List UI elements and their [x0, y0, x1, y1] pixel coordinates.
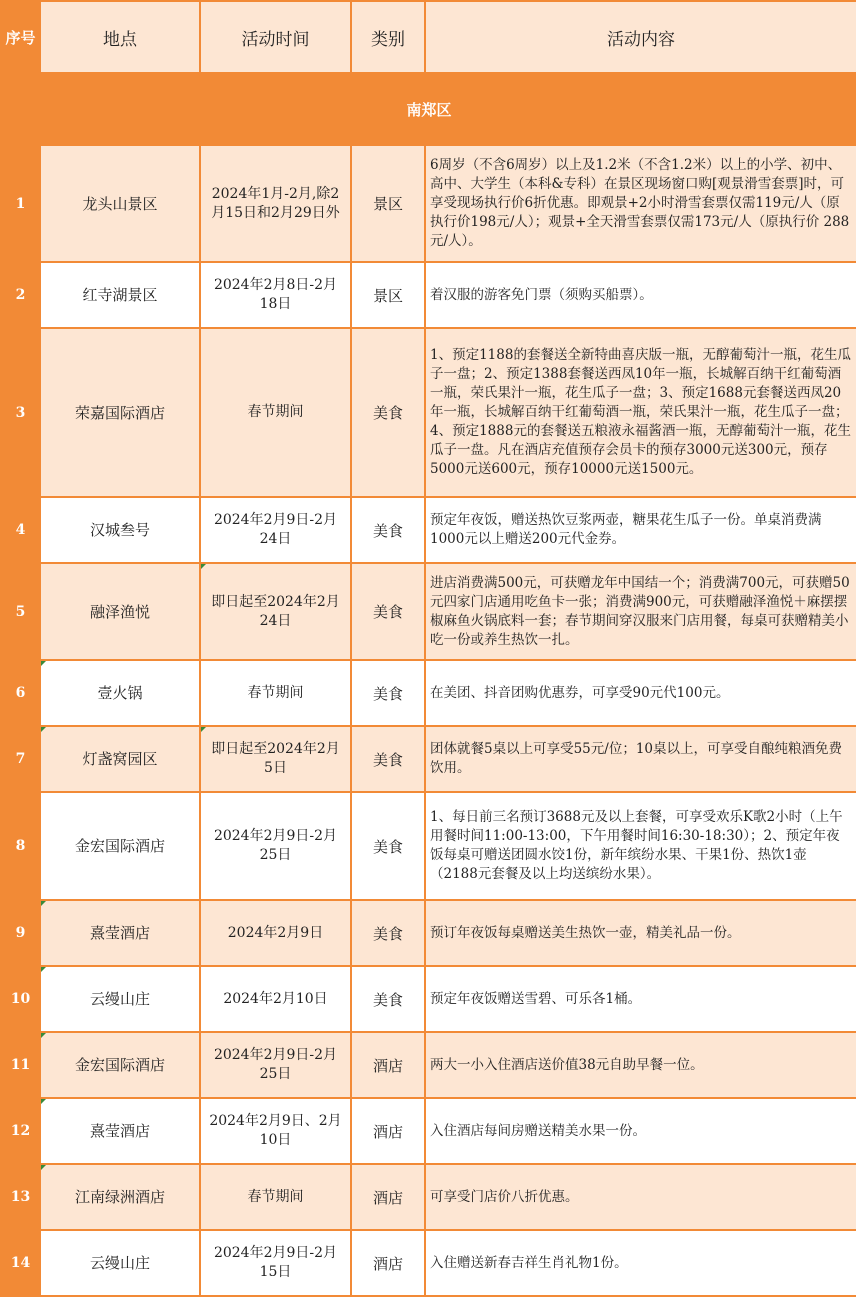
- row-place: 融泽渔悦: [40, 563, 200, 660]
- row-place: 壹火锅: [40, 660, 200, 726]
- row-time: 即日起至2024年2月5日: [200, 726, 351, 792]
- row-time: 2024年2月9日-2月25日: [200, 1032, 351, 1098]
- row-content: 预定年夜饭赠送雪碧、可乐各1桶。: [425, 966, 856, 1032]
- table-row: [1, 145, 856, 262]
- region-row: [1, 73, 856, 145]
- row-content: 团体就餐5桌以上可享受55元/位；10桌以上，可享受自酿纯粮酒免费饮用。: [425, 726, 856, 792]
- region-label: 南郑区: [1, 73, 856, 145]
- row-time: 2024年2月9日-2月24日: [200, 497, 351, 563]
- row-place: 熹莹酒店: [40, 1098, 200, 1164]
- row-place: 云缦山庄: [40, 966, 200, 1032]
- row-number: 2: [1, 262, 40, 328]
- row-category: 景区: [351, 145, 425, 262]
- row-content: 1、预定1188的套餐送全新特曲喜庆版一瓶，无醇葡萄汁一瓶，花生瓜子一盘；2、预定1388套餐送西凤10年一瓶，长城解百纳干红葡萄酒一瓶，荣氏果汁一瓶，花生瓜子一盘；3、预定1688元套餐送西凤20年一瓶，长城解百纳干红葡萄酒一瓶，荣氏果汁一瓶，花生瓜子一盘；4、预定1888元的套餐送五粮液永福酱酒一瓶，无醇葡萄汁一瓶，花生瓜子一盘。凡在酒店充值预存会员卡的预存3000元送300元，预存5000元送600元，预存10000元送1500元。: [425, 328, 856, 497]
- row-place: 云缦山庄: [40, 1230, 200, 1296]
- row-content: 在美团、抖音团购优惠券，可享受90元代100元。: [425, 660, 856, 726]
- row-time: 春节期间: [200, 1164, 351, 1230]
- header-category: 类别: [351, 1, 425, 73]
- row-content: 可享受门店价八折优惠。: [425, 1164, 856, 1230]
- row-time: 2024年2月8日-2月18日: [200, 262, 351, 328]
- row-category: 美食: [351, 726, 425, 792]
- row-category: 美食: [351, 966, 425, 1032]
- table-row: [1, 660, 856, 726]
- row-category: 美食: [351, 900, 425, 966]
- table-row: [1, 1230, 856, 1296]
- row-content: 预订年夜饭每桌赠送美生热饮一壶，精美礼品一份。: [425, 900, 856, 966]
- row-place: 龙头山景区: [40, 145, 200, 262]
- row-number: 7: [1, 726, 40, 792]
- row-number: 9: [1, 900, 40, 966]
- row-time: 2024年2月10日: [200, 966, 351, 1032]
- row-number: 6: [1, 660, 40, 726]
- table-row: [1, 1164, 856, 1230]
- row-category: 酒店: [351, 1032, 425, 1098]
- row-category: 美食: [351, 497, 425, 563]
- table-row: [1, 328, 856, 497]
- table-row: [1, 563, 856, 660]
- row-place: 熹莹酒店: [40, 900, 200, 966]
- table-row: [1, 900, 856, 966]
- header-place: 地点: [40, 1, 200, 73]
- row-place: 灯盏窝园区: [40, 726, 200, 792]
- row-category: 景区: [351, 262, 425, 328]
- table-row: [1, 262, 856, 328]
- header-content: 活动内容: [425, 1, 856, 73]
- row-category: 酒店: [351, 1098, 425, 1164]
- table-row: [1, 792, 856, 900]
- header-time: 活动时间: [200, 1, 351, 73]
- table-row: [1, 726, 856, 792]
- row-content: 6周岁（不含6周岁）以上及1.2米（不含1.2米）以上的小学、初中、高中、大学生（本科&专科）在景区现场窗口购[观景滑雪套票]时，可享受现场执行价6折优惠。即观景+2小时滑雪套票仅需119元/人（原执行价198元/人）；观景+全天滑雪套票仅需173元/人（原执行价 288 元/人）。: [425, 145, 856, 262]
- row-category: 美食: [351, 328, 425, 497]
- row-content: 预定年夜饭，赠送热饮豆浆两壶，糖果花生瓜子一份。单桌消费满1000元以上赠送200元代金券。: [425, 497, 856, 563]
- row-number: 10: [1, 966, 40, 1032]
- row-place: 江南绿洲酒店: [40, 1164, 200, 1230]
- row-place: 金宏国际酒店: [40, 1032, 200, 1098]
- header-seq: 序号: [1, 1, 40, 73]
- row-time: 2024年1月-2月,除2月15日和2月29日外: [200, 145, 351, 262]
- row-number: 13: [1, 1164, 40, 1230]
- table-row: [1, 497, 856, 563]
- row-number: 8: [1, 792, 40, 900]
- row-time: 2024年2月9日、2月10日: [200, 1098, 351, 1164]
- row-place: 金宏国际酒店: [40, 792, 200, 900]
- table-row: [1, 1098, 856, 1164]
- row-category: 酒店: [351, 1230, 425, 1296]
- row-content: 入住赠送新春吉祥生肖礼物1份。: [425, 1230, 856, 1296]
- row-time: 即日起至2024年2月24日: [200, 563, 351, 660]
- table-row: [1, 1032, 856, 1098]
- row-number: 4: [1, 497, 40, 563]
- header-row: [1, 1, 856, 73]
- row-place: 红寺湖景区: [40, 262, 200, 328]
- row-time: 2024年2月9日-2月25日: [200, 792, 351, 900]
- row-number: 1: [1, 145, 40, 262]
- row-place: 荣嘉国际酒店: [40, 328, 200, 497]
- row-category: 美食: [351, 563, 425, 660]
- row-content: 两大一小入住酒店送价值38元自助早餐一位。: [425, 1032, 856, 1098]
- row-number: 11: [1, 1032, 40, 1098]
- row-time: 2024年2月9日-2月15日: [200, 1230, 351, 1296]
- row-number: 5: [1, 563, 40, 660]
- row-content: 入住酒店每间房赠送精美水果一份。: [425, 1098, 856, 1164]
- row-category: 美食: [351, 792, 425, 900]
- row-time: 2024年2月9日: [200, 900, 351, 966]
- row-number: 12: [1, 1098, 40, 1164]
- table-row: [1, 966, 856, 1032]
- row-content: 1、每日前三名预订3688元及以上套餐，可享受欢乐K歌2小时（上午用餐时间11:00-13:00，下午用餐时间16:30-18:30）；2、预定年夜饭每桌可赠送团圆水饺1份，新年缤纷水果、干果1份、热饮1壶（2188元套餐及以上均送缤纷水果）。: [425, 792, 856, 900]
- row-category: 酒店: [351, 1164, 425, 1230]
- row-number: 14: [1, 1230, 40, 1296]
- row-category: 美食: [351, 660, 425, 726]
- row-time: 春节期间: [200, 328, 351, 497]
- row-place: 汉城叁号: [40, 497, 200, 563]
- row-time: 春节期间: [200, 660, 351, 726]
- row-number: 3: [1, 328, 40, 497]
- row-content: 进店消费满500元，可获赠龙年中国结一个；消费满700元，可获赠50元四家门店通用吃鱼卡一张；消费满900元，可获赠融泽渔悦＋麻摆摆椒麻鱼火锅底料一套；春节期间穿汉服来门店用餐，每桌可获赠精美小吃一份或养生热饮一扎。: [425, 563, 856, 660]
- row-content: 着汉服的游客免门票（须购买船票）。: [425, 262, 856, 328]
